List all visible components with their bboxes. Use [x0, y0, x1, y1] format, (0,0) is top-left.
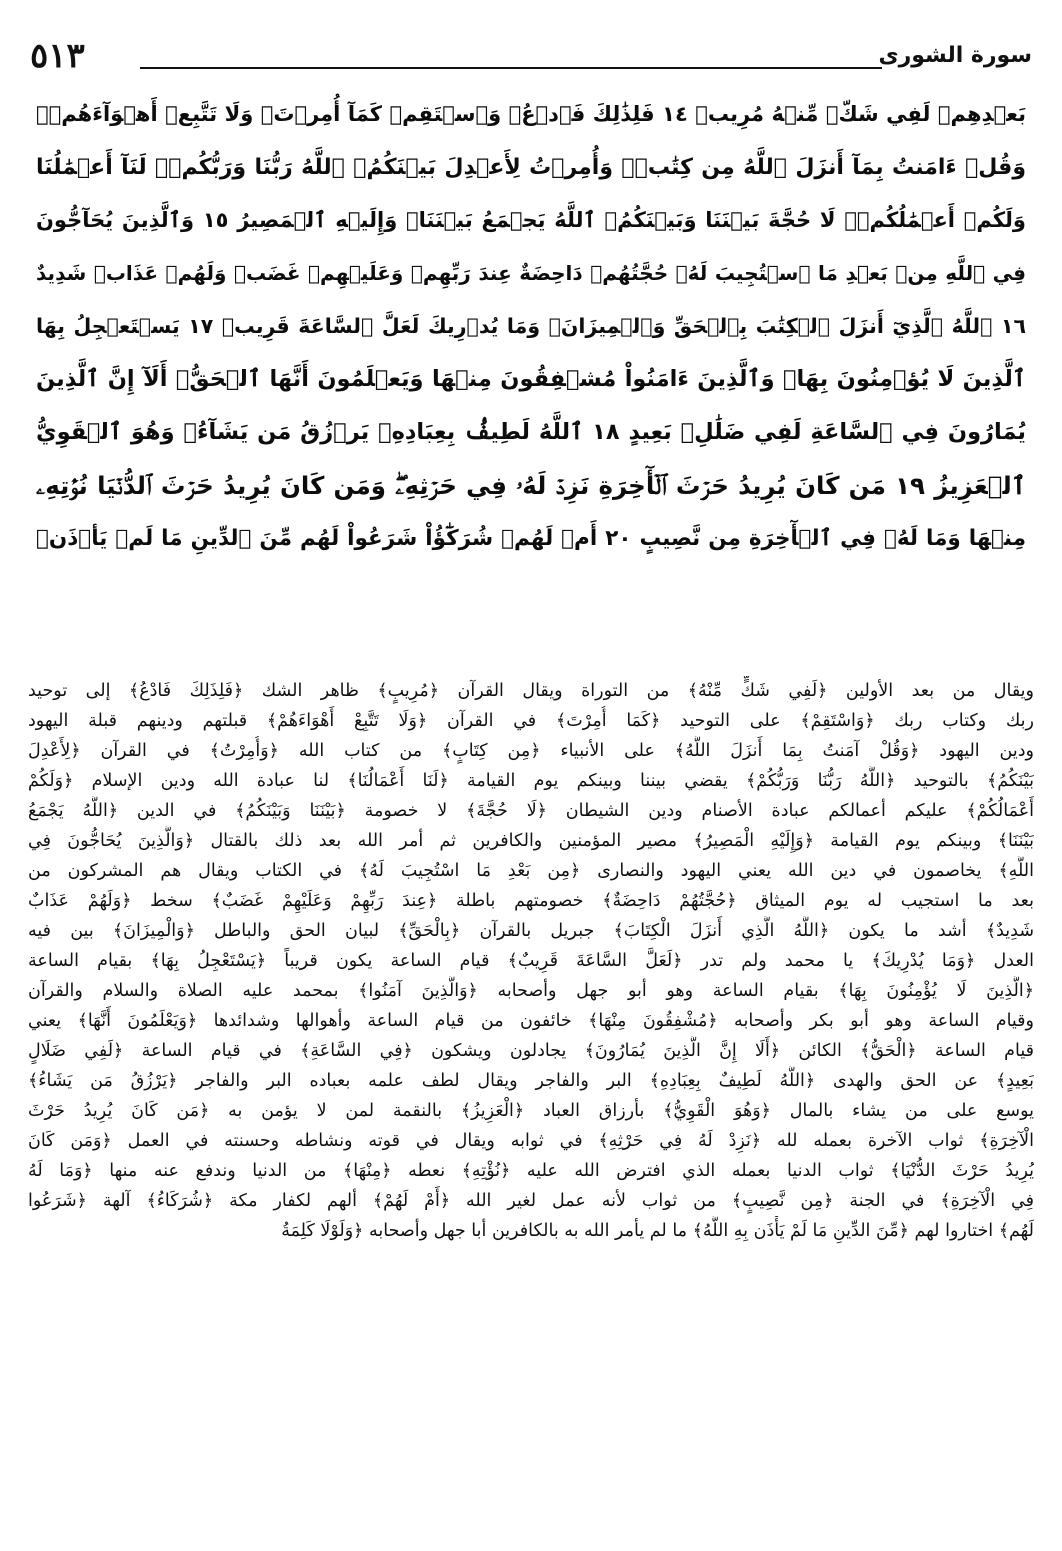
quran-line: فِي ٱللَّهِ مِنۢ بَعۡدِ مَا ٱسۡتُجِيبَ لَهُۥ حُجَّتُهُمۡ دَاحِضَةٌ عِندَ رَبِّهِمۡ وَعَلَيۡهِمۡ غَضَبٞ وَلَهُمۡ عَذَابٞ شَدِيدٌ: [36, 261, 1026, 285]
surah-name: سورة الشورى: [878, 43, 1032, 68]
page-header: [30, 34, 1032, 84]
tafsir-line: العدل ﴿وَمَا يُدْرِيكَ﴾ يا محمد ولم تدر ﴿لَعَلَّ السَّاعَةَ قَرِيبٌ﴾ قيام الساعة يكون قريباً ﴿يَسْتَعْجِلُ بِهَا﴾ بقيام الساعة: [28, 951, 1034, 971]
quran-line: يُمَارُونَ فِي ٱلسَّاعَةِ لَفِي ضَلَٰلِۢ بَعِيدٍ ١٨ ٱللَّهُ لَطِيفُۢ بِعِبَادِهِۦ يَرۡزُقُ مَن يَشَآءُۖ وَهُوَ ٱلۡقَوِيُّ: [36, 419, 1026, 445]
tafsir-line: شَدِيدٌ﴾ أشد ما يكون ﴿اللَّهُ الَّذِي أَنزَلَ الْكِتَابَ﴾ جبريل بالقرآن ﴿بِالْحَقِّ﴾ لبيان الحق والباطل ﴿وَالْمِيزَانَ﴾ بين فيه: [28, 921, 1034, 941]
quran-line: ٱلۡعَزِيزُ ١٩ مَن كَانَ يُرِيدُ حَرۡثَ ٱلۡأٓخِرَةِ نَزِدۡ لَهُۥ فِي حَرۡثِهِۦۖ وَمَن كَانَ يُرِيدُ حَرۡثَ ٱلدُّنۡيَا نُؤۡتِهِۦ: [36, 471, 1026, 500]
quran-line: ٱلَّذِينَ لَا يُؤۡمِنُونَ بِهَاۖ وَٱلَّذِينَ ءَامَنُواْ مُشۡفِقُونَ مِنۡهَا وَيَعۡلَمُونَ أَنَّهَا ٱلۡحَقُّۗ أَلَآ إِنَّ ٱلَّذِينَ: [36, 366, 1026, 392]
tafsir-line: يوسع على من يشاء بالمال ﴿وَهُوَ الْقَوِيُّ﴾ بأرزاق العباد ﴿الْعَزِيزُ﴾ بالنقمة لمن لا يؤمن به ﴿مَن كَانَ يُرِيدُ حَرْثَ: [28, 1101, 1034, 1121]
tafsir-line: ﴿الَّذِينَ لَا يُؤْمِنُونَ بِهَا﴾ بقيام الساعة وهو أبو جهل وأصحابه ﴿وَالَّذِينَ آمَنُوا﴾ بمحمد عليه الصلاة والسلام والقرآن: [28, 981, 1034, 1001]
tafsir-text-block: [28, 676, 1034, 1534]
tafsir-line: بعد ما استجيب له يوم الميثاق ﴿حُجَّتُهُمْ دَاحِضَةٌ﴾ خصومتهم باطلة ﴿عِندَ رَبِّهِمْ وَعَلَيْهِمْ غَضَبٌ﴾ سخط ﴿وَلَهُمْ عَذَابٌ: [28, 891, 1034, 911]
tafsir-line: أَعْمَالُكُمْ﴾ عليكم أعمالكم عبادة الأصنام ودين الشيطان ﴿لَا حُجَّةَ﴾ لا خصومة ﴿بَيْنَنَا وَبَيْنَكُمُ﴾ في الدين ﴿اللَّهُ يَجْمَعُ: [28, 801, 1034, 821]
quran-line: ١٦ ٱللَّهُ ٱلَّذِيٓ أَنزَلَ ٱلۡكِتَٰبَ بِٱلۡحَقِّ وَٱلۡمِيزَانَۗ وَمَا يُدۡرِيكَ لَعَلَّ ٱلسَّاعَةَ قَرِيبٞ ١٧ يَسۡتَعۡجِلُ بِهَا: [36, 314, 1026, 338]
quran-line: بَعۡدِهِمۡ لَفِي شَكّٖ مِّنۡهُ مُرِيبٖ ١٤ فَلِذَٰلِكَ فَٱدۡعُۖ وَٱسۡتَقِمۡ كَمَآ أُمِرۡتَۖ وَلَا تَتَّبِعۡ أَهۡوَآءَهُمۡۖ: [36, 102, 1026, 126]
tafsir-line: بَيْنَكُمُ﴾ بالتوحيد ﴿اللَّهُ رَبُّنَا وَرَبُّكُمْ﴾ يقضي بيننا وبينكم يوم القيامة ﴿لَنَا أَعْمَالُنَا﴾ لنا عبادة الله ودين الإسلام ﴿وَلَكُمْ: [28, 771, 1034, 791]
quran-line: وَقُلۡ ءَامَنتُ بِمَآ أَنزَلَ ٱللَّهُ مِن كِتَٰبٖۖ وَأُمِرۡتُ لِأَعۡدِلَ بَيۡنَكُمُۖ ٱللَّهُ رَبُّنَا وَرَبُّكُمۡۖ لَنَآ أَعۡمَٰلُنَا: [36, 155, 1026, 180]
tafsir-line: ربك وكتاب ربك ﴿وَاسْتَقِمْ﴾ على التوحيد ﴿كَمَا أُمِرْتَ﴾ في القرآن ﴿وَلَا تَتَّبِعْ أَهْوَاءَهُمْ﴾ قبلتهم ودينهم قبلة اليهود: [28, 711, 1034, 731]
tafsir-line: بَيْنَنَا﴾ وبينكم يوم القيامة ﴿وَإِلَيْهِ الْمَصِيرُ﴾ مصير المؤمنين والكافرين ثم أمر الله بعد ذلك بالقتال ﴿وَالَّذِينَ يُحَاجُّونَ فِي: [28, 831, 1034, 851]
tafsir-line: بَعِيدٍ﴾ عن الحق والهدى ﴿اللَّهُ لَطِيفٌ بِعِبَادِهِ﴾ البر والفاجر ويقال لطف علمه بعباده البر والفاجر ﴿يَرْزُقُ مَن يَشَاءُ﴾: [28, 1071, 1034, 1091]
tafsir-line: وقيام الساعة وهو أبو بكر وأصحابه ﴿مُشْفِقُونَ مِنْهَا﴾ خائفون من قيام الساعة وأهوالها وشدائدها ﴿وَيَعْلَمُونَ أَنَّهَا﴾ يعني: [28, 1011, 1034, 1031]
header-rule: [140, 67, 882, 69]
page-number: ٥١٣: [30, 36, 85, 76]
tafsir-line: يُرِيدُ حَرْثَ الدُّنْيَا﴾ ثواب الدنيا بعمله الذي افترض الله عليه ﴿نُؤْتِهِ﴾ نعطه ﴿مِنْهَا﴾ من الدنيا وندفع عنه منها ﴿وَمَا لَهُ: [28, 1161, 1034, 1181]
quran-line: وَلَكُمۡ أَعۡمَٰلُكُمۡۖ لَا حُجَّةَ بَيۡنَنَا وَبَيۡنَكُمُۖ ٱللَّهُ يَجۡمَعُ بَيۡنَنَاۖ وَإِلَيۡهِ ٱلۡمَصِيرُ ١٥ وَٱلَّذِينَ يُحَآجُّونَ: [36, 208, 1026, 232]
tafsir-line: ويقال من بعد الأولين ﴿لَفِي شَكٍّ مِّنْهُ﴾ من التوراة ويقال القرآن ﴿مُرِيبٍ﴾ ظاهر الشك ﴿فَلِذَلِكَ فَادْعُ﴾ إلى توحيد: [28, 681, 1034, 701]
tafsir-line: قيام الساعة ﴿الْحَقُّ﴾ الكائن ﴿أَلَا إِنَّ الَّذِينَ يُمَارُونَ﴾ يجادلون ويشكون ﴿فِي السَّاعَةِ﴾ في قيام الساعة ﴿لَفِي ضَلَالٍ: [28, 1041, 1034, 1061]
quran-line: مِنۡهَا وَمَا لَهُۥ فِي ٱلۡأٓخِرَةِ مِن نَّصِيبٍ ٢٠ أَمۡ لَهُمۡ شُرَكَٰٓؤُاْ شَرَعُواْ لَهُم مِّنَ ٱلدِّينِ مَا لَمۡ يَأۡذَنۢ: [36, 526, 1026, 551]
tafsir-line: فِي الْآخِرَةِ﴾ في الجنة ﴿مِن نَّصِيبٍ﴾ من ثواب لأنه عمل لغير الله ﴿أَمْ لَهُمْ﴾ ألهم لكفار مكة ﴿شُرَكَاءُ﴾ آلهة ﴿شَرَعُوا: [28, 1191, 1034, 1211]
tafsir-line: اللَّهِ﴾ يخاصمون في دين الله يعني اليهود والنصارى ﴿مِن بَعْدِ مَا اسْتُجِيبَ لَهُ﴾ في الكتاب ويقال هم المشركون من: [28, 861, 1034, 881]
quran-text-block: [36, 88, 1026, 628]
tafsir-line: ودين اليهود ﴿وَقُلْ آمَنتُ بِمَا أَنزَلَ اللَّهُ﴾ على الأنبياء ﴿مِن كِتَابٍ﴾ من كتاب الله ﴿وَأُمِرْتُ﴾ في القرآن ﴿لِأَعْدِلَ: [28, 741, 1034, 761]
tafsir-line: الْآخِرَةِ﴾ ثواب الآخرة بعمله لله ﴿نَزِدْ لَهُ فِي حَرْثِهِ﴾ في ثوابه ويقال في قوته ونشاطه وحسنته في العمل ﴿وَمَن كَانَ: [28, 1131, 1034, 1151]
tafsir-line: لَهُم﴾ اختاروا لهم ﴿مِّنَ الدِّينِ مَا لَمْ يَأْذَن بِهِ اللَّهُ﴾ ما لم يأمر الله به بالكافرين أبا جهل وأصحابه ﴿وَلَوْلَا كَلِمَةُ: [281, 1221, 1034, 1241]
